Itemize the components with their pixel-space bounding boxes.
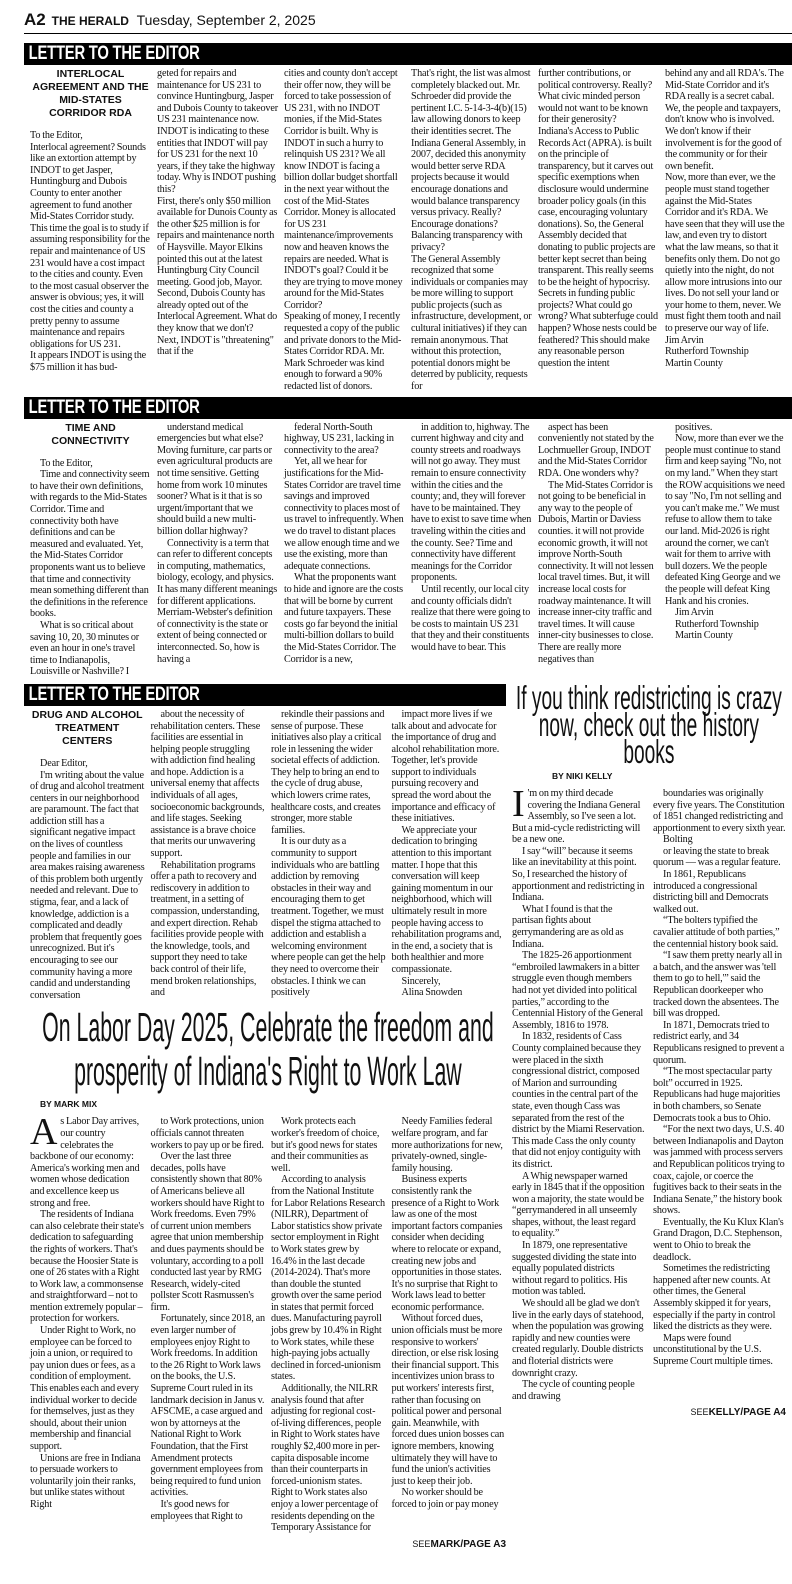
paragraph: In 1879, one representative suggested dividing the state into equally populated districts without regard to politics. His motion was tabled. [512,1240,637,1298]
paragraph: Until recently, our local city and county officials didn't realize that there were going to be costs to maintain US 231 that they and their constituents would have to bear. This [411,583,531,653]
paragraph: Second, Dubois County has already opted out of the Interlocal Agreement. What do they know that we don't? [157,288,278,335]
article-column [392,709,507,1001]
see-label: SEE [412,1538,431,1549]
paragraph: What I found is that the partisan fights about gerrymandering are as old as Indiana. [512,903,624,950]
paragraph: Fortunately, since 2018, an even larger number of employees enjoy Right to Work freedoms. In addition to the 26 Right to Work laws on the books, the U.S. Supreme Court ruled in its landmark decision in Janus v. AFSCME, a case argued and won by attorneys at the National Right to Work Foundation, that the First Amendment protects government employees from being required to fund union activities. [150,1313,265,1499]
article-column [653,788,786,1402]
paragraph: Bolting [663,834,693,846]
paragraph: Rutherford Township [675,618,759,630]
paragraph: understand medical emergencies but what else? Moving furniture, car parts or even agricultural products are not time sensitive. Getting home from work 10 minutes sooner? What is it that is so urgent/important that we should build a new multi-billion dollar highway? [157,421,273,537]
paragraph: Jim Arvin [665,334,704,346]
left-stack [24,684,506,1551]
paragraph: Now, more than ever, we the people must stand together against the Mid-States Corridor and it's RDA. We have seen that they will use the law, and even try to distort what the law means, so that it benefits only them. Do not go quietly into the night, do not allow more intrusions into our lives. Do not sell your land or your home to them, never. We must fight them tooth and nail to preserve our way of life. [665,172,785,335]
kelly-jump-link[interactable] [512,1406,786,1419]
letter-time-and-connectivity [24,419,786,682]
paragraph: impact more lives if we talk about and advocate for the importance of drug and alcohol rehabilitation more. Together, let's provide support to individuals pursuing recovery and spread the word about the importance and efficacy of these initiatives. [391,708,500,825]
bottom-area [24,678,786,1551]
paragraph [512,782,645,846]
paragraph: Indiana's Access to Public Records Act (APRA). is built on the principle of transparency, but it carves out specific exemptions when disclosure would undermine broader policy goals (in this case, encouraging voluntary donations). So, the General Assembly decided that donating to public projects are better kept secret than being transparent. This really seems to be the height of hypocrisy. Secrets in funding public projects? What could go wrong? What subterfuge could happen? Whose nests could be feathered? This should make any reasonable person question the intent [538,125,659,369]
article-column [30,709,145,1001]
kelly-byline: BY NIKI KELLY [552,770,613,781]
paragraph: aspect has been conveniently not stated by the Lochmueller Group, INDOT and the Mid-States Corridor RDA. One wonders why? [538,421,654,479]
see-label: SEE [690,1407,709,1418]
paragraph: I'm writing about the value of drug and alcohol treatment centers in our neighborhood are paramount. The fact that addiction still has a significant negative impact on the lives of countless people and families in our area makes raising awareness of this problem both urgently needed and relevant. Due to stigma, fear, and a lack of knowledge, addiction is a complicated and deadly problem that frequently goes unrecognized. But it's encouraging to see our community having a more candid and understanding conversation [30,769,145,1001]
paragraph: geted for repairs and maintenance for US 231 to convince Huntingburg, Jasper and Dubois County to takeover US 231 maintenance now. INDOT is indicating to these entities that INDOT will pay for US 231 for the next 10 years, if they take the highway today. Why is INDOT pushing this? [157,68,278,195]
paragraph: Now, more than ever we the people must continue to stand firm and keep saying "No, not on my land." When they start the ROW acquisitions we need to say "No, I'm not selling and you can't make me." We must refuse to allow them to take our land. Mid-2026 is right around the corner, we can't wait for them to arrive with bull dozers. We the people defeated King George and we the people will defeat King Hank and his cronies. [665,433,785,607]
paragraph: I say “will” because it seems like an inevitability at this point. So, I researched the history of apportionment and redistricting in Indiana. [512,845,645,904]
article-column [284,68,405,393]
article-column [665,422,786,678]
paragraph: Dear Editor, [40,757,88,769]
headline-text: On Labor Day 2025, Celebrate the freedom and prosperity of Indiana's Right to Work Law [42,1004,494,1095]
banner-text: LETTER TO THE EDITOR [28,396,200,418]
paragraph: Alina Snowden [401,987,463,999]
paragraph: federal North-South highway, US 231, lacking in connectivity to the area? [284,421,394,456]
paragraph: Eventually, the Ku Klux Klan's Grand Dragon, D.C. Stephenson, went to Ohio to break the deadlock. [653,1216,784,1263]
article-column [392,1116,507,1533]
paragraph: Under Right to Work, no employee can be forced to join a union, or required to pay union dues or fees, as a condition of employment. This enables each and every individual worker to decide for themselves, just as they should, about their union membership and financial support. [30,1325,139,1452]
paper-name: THE HERALD [51,14,129,28]
paragraph: behind any and all RDA's. The Mid-State Corridor and it's RDA really is a secret cabal. We, the people and taxpayers, don't know who is involved. We don't know if their involvement is for the good of the community or for their own benefit. [665,68,784,172]
mix-byline: BY MARK MIX [40,1099,97,1110]
article-column [30,422,151,678]
paragraph: further contributions, or political controversy. Really? What civic minded person would not want to be known for their generosity? [538,68,653,126]
kelly-article [512,782,786,1406]
paragraph: What is so critical about saving 10, 20, 30 minutes or even an hour in one's travel time to Indianapolis, Louisville or Nashville? I [30,619,140,678]
paragraph: No worker should be forced to join or pay money [391,1487,499,1510]
paragraph: positives. [675,421,713,433]
article-column [271,709,386,1001]
kelly-headline [512,678,786,770]
paragraph: The residents of Indiana can also celebrate their state's dedication to safeguarding the rights of workers. That's because the Hoosier State is one of 26 states with a Right to Work law, a commonsense and straightforward – not to mention extremely popular – protection for workers. [30,1209,144,1325]
paragraph: rekindle their passions and sense of purpose. These initiatives also play a critical role in lessening the wider societal effects of addiction. They help to bring an end to the cycle of drug abuse, which lowers crime rates, healthcare costs, and creates stronger, more stable families. [271,708,385,836]
article-column [151,709,266,1001]
paragraph: Rehabilitation programs offer a path to recovery and rediscovery in addition to treatment, in a setting of compassion, understanding, and expert direction. Rehab facilities provide people with the knowledge, tools, and support they need to take back control of their life, mend broken relationships, and [150,859,264,999]
article-column [157,422,278,678]
paragraph: We should all be glad we don't live in the early days of statehood, when the population was growing rapidly and new counties were created regularly. Double districts and floterial districts were downright crazy. [512,1298,644,1379]
paragraph: First, there's only $50 million available for Dunois County as the other $25 million is for repairs and maintenance north of Haysville. Mayor Elkins pointed this out at the latest Huntingburg City Council meeting. Good job, Mayor. [157,195,278,288]
letter-headline: DRUG AND ALCOHOL TREATMENT CENTERS [31,708,143,747]
paragraph: Rutherford Township [665,346,749,358]
paragraph: boundaries was originally every five years. The Constitution of 1851 changed redistricting and apportionment to every sixth year. [653,787,786,834]
paragraph: The General Assembly recognized that some individuals or companies may be more willing to support public projects (such as infrastructure, development, or cultural initiatives) if they can remain anonymous. That without this protection, potential donors might be deterred by publicity, requests for [411,253,532,393]
jump-target: MARK/PAGE A3 [430,1538,506,1550]
paragraph: According to analysis from the National Institute for Labor Relations Research (NILRR), Department of Labor statistics show private sector employment in Right to Work states grew by 16.4% in the last decade (2014-2024). That's more than double the stunted growth over the same period in states that permit forced dues. Manufacturing payroll jobs grew by 10.4% in Right to Work states, while these high-paying jobs actually declined in forced-unionism states. [271,1174,385,1383]
paragraph: It is our duty as a community to support individuals who are battling addiction by removing obstacles in their way and encouraging them to get treatment. Together, we must dispel the stigma attached to addiction and establish a welcoming environment where people can get the help they need to overcome their obstacles. I think we can positively [271,836,386,999]
paragraph: What the proponents want to hide and ignore are the costs that will be borne by current and future taxpayers. These costs go far beyond the initial multi-billion dollars to build the Mid-States Corridor. The Corridor is a new, [284,572,403,665]
letter-headline: INTERLOCAL AGREEMENT AND THE MID-STATES CORRIDOR RDA [32,68,149,119]
paragraph: Yet, all we hear for justifications for the Mid-States Corridor are travel time savings and improved connectivity to places most of us travel to infrequently. When we do travel to distant places we allow enough time and we use the existing, more than adequate connections. [284,456,404,572]
article-column [30,1111,145,1533]
masthead-rule [24,33,792,34]
paragraph: The cycle of counting people and drawing [512,1379,635,1402]
right-stack [512,678,786,1419]
mix-headline [30,1005,506,1093]
paragraph: The 1825-26 apportionment “embroiled lawmakers in a bitter struggle even though members had not yet divided into political parties,” according to the Centennial History of the General Assembly, 1816 to 1978. [512,950,644,1031]
paragraph: in addition to, highway. The current highway and city and county streets and roadways will not go away. They must remain to ensure connectivity within the cities and the county; and, they will forever have to be maintained. They have to exist to save time when traveling within the cities and the county. See? Time and connectivity have different meanings for the Corridor proponents. [411,421,532,584]
paragraph: Additionally, the NILRR analysis found that after adjusting for regional cost-of-living differences, people in Right to Work states have roughly $2,400 more in per-capita disposable income than their counterparts in forced-unionism states. Right to Work states also enjoy a lower percentage of residents depending on the Temporary Assistance for [271,1383,382,1534]
paragraph: Needy Families federal welfare program, and far more authorizations for new, privately-owned, single-family housing. [391,1116,503,1174]
masthead [24,10,786,31]
paragraph-text: 'm on my third decade covering the Indiana General Assembly, so I've seen a lot. But a mid-cycle redistricting will be a new one. [512,787,641,846]
article-column [151,1116,266,1533]
article-column [512,782,645,1402]
paragraph: Martin County [675,630,733,642]
article-column [538,422,659,678]
paragraph: Interlocal agreement? Sounds like an extortion attempt by INDOT to get Jasper, Huntingburg and Dubois County to enter another agreement to fund another Mid-States Corridor study. This time the goal is to study if assuming responsibility for the repair and maintenance of US 231 would have a cost impact to the cities and county. Even to the most casual observer the answer is obvious; yes, it will cost the cities and county a pretty penny to assume maintenance and repairs obligations for US 231. [30,141,150,350]
banner-text: LETTER TO THE EDITOR [28,683,200,705]
paragraph: Connectivity is a term that can refer to different concepts in computing, mathematics, biology, ecology, and physics. It has many different meanings for different applications. Merriam-Webster's definition of connectivity is the state or extent of being connected or interconnected. So, how is having a [157,537,278,665]
article-column [271,1116,386,1533]
paragraph: or leaving the state to break quorum — was a regular feature. [653,845,781,869]
paragraph: Business experts consistently rank the presence of a Right to Work law as one of the most important factors companies consider when deciding where to relocate or expand, creating new jobs and opportunities in those states. It's no surprise that Right to Work laws lead to better economic performance. [391,1174,503,1313]
paragraph: Maps were found unconstitutional by the U.S. Supreme Court multiple times. [653,1332,773,1367]
article-column [538,68,659,393]
paragraph: Over the last three decades, polls have consistently shown that 80% of Americans believe all workers should have Right to Work freedoms. Even 79% of current union members agree that union membership and dues payments should be voluntary, according to a poll conducted last year by RMG Research, widely-cited pollster Scott Rasmussen's firm. [150,1151,265,1313]
paragraph: Next, INDOT is "threatening" that if the [157,334,274,358]
drop-cap: I [512,782,525,825]
paragraph: To the Editor, [40,457,93,469]
article-column [30,68,151,393]
letter1-banner [24,43,792,65]
paragraph: In 1871, Democrats tried to redistrict early, and 34 Republicans resigned to prevent a quorum. [653,1019,785,1066]
banner-text: LETTER TO THE EDITOR [28,43,200,64]
paragraph: In 1832, residents of Cass County complained because they were placed in the sixth congressional district, composed of Marion and surrounding counties in the central part of the state, even though Cass was separated from the rest of the district by the Miami Reservation. This made Cass the only county that did not enjoy contiguity with its district. [512,1031,645,1170]
issue-date: Tuesday, September 2, 2025 [136,12,316,28]
paragraph: Jim Arvin [675,607,714,619]
paragraph: We appreciate your dedication to bringing attention to this important matter. I hope that this conversation will keep gaining momentum in our neighborhood, which will ultimately result in more people having access to rehabilitation programs and, in the end, a society that is both healthier and more compassionate. [391,824,502,975]
paragraph: That's right, the list was almost completely blacked out. Mr. Schroeder did provide the pertinent I.C. 5-14-3-4(b)(15) law allowing donors to keep their identities secret. The Indiana General Assembly, in 2007, decided this anonymity would better serve RDA projects because it would encourage donations and would balance transparency versus privacy. Really? Encourage donations? Balancing transparency with privacy? [411,68,531,253]
letter-interlocal-agreement [24,65,786,397]
article-column [157,68,278,393]
paragraph: The Mid-States Corridor is not going to be beneficial in any way to the people of Dubois, Martin or Daviess counties. it will not provide economic growth, it will not improve North-South connectivity. It will not lessen local travel times. But, it will increase local costs for roadway maintenance. It will increase inner-city traffic and travel times. It will cause inner-city businesses to close. There are really more negatives than [538,479,654,665]
paragraph: In 1861, Republicans introduced a congressional districting bill and Democrats walked out. [653,869,769,915]
article-column [411,68,532,393]
paragraph: It's good news for employees that Right to [150,1498,243,1522]
paragraph-text: s Labor Day arrives, our country celebrates the backbone of our economy: America's working men and women whose dedication and excellence keep us strong and free. [30,1116,140,1209]
paragraph: cities and county don't accept their offer now, they will be forced to take possession of US 231, with no INDOT monies, if the Mid-States Corridor is built. Why is INDOT in such a hurry to relinquish US 231? We all know INDOT is facing a billion dollar budget shortfall in the next year without the cost of the Mid-States Corridor. Money is allocated for US 231 maintenance/improvements now and heaven knows the repairs are needed. What is INDOT's goal? Could it be they are trying to move money around for the Mid-States Corridor? [284,68,403,311]
paragraph: “The bolters typified the cavalier attitude of both parties,” the centennial history book said. [653,915,780,950]
jump-target: KELLY/PAGE A4 [708,1407,786,1419]
letter2-banner [24,397,792,419]
letter-treatment-centers [24,706,506,1005]
paragraph: Time and connectivity seem to have their own definitions, with regards to the Mid-States Corridor. Time and connectivity both have definitions and can be measured and evaluated. Yet, the Mid-States Corridor proponents want us to believe that time and connectivity mean something different than the definitions in the reference books. [30,469,150,620]
paragraph: Sometimes the redistricting happened after new counts. At other times, the General Assembly skipped it for years, especially if the party in control liked the districts as they were. [653,1263,776,1333]
letter-headline: TIME AND CONNECTIVITY [51,421,130,447]
headline-text: If you think redistricting is crazy now, check out the history books [515,678,782,770]
mix-jump-link[interactable] [24,1538,506,1551]
paragraph: It appears INDOT is using the $75 million it has bud- [30,350,147,373]
paragraph: Unions are free in Indiana to persuade workers to voluntarily join their ranks, but unlike states without Right [30,1452,141,1510]
paragraph: “I saw them pretty nearly all in a batch, and the answer was 'tell them to go to hell,'” said the Republican doorkeeper who tracked down the absentees. The bill was dropped. [653,950,782,1020]
paragraph: “The most spectacular party bolt” occurred in 1925. Republicans had huge majorities in both chambers, so Senate Democrats took a bus to Ohio. [653,1066,781,1124]
article-column [411,422,532,678]
mix-article [24,1113,506,1537]
article-column [284,422,405,678]
page-number: A2 [24,10,46,29]
paragraph [30,1111,145,1209]
paragraph: to Work protections, union officials cannot threaten workers to pay up or be fired. [150,1116,264,1151]
paragraph: “For the next two days, U.S. 40 between Indianapolis and Dayton was jammed with process servers and Republican politicos trying to coax, cajole, or coerce the fugitives back to their seats in the Indiana Senate,” the history book shows. [653,1124,785,1217]
paragraph: To the Editor, [30,130,83,141]
paragraph: A Whig newspaper warned early in 1845 that if the opposition won a majority, the state would be “gerrymandered in all unseemly shapes, without, the least regard to equality.” [512,1170,645,1240]
paragraph: Martin County [665,357,723,369]
drop-cap: A [30,1111,58,1154]
paragraph: Speaking of money, I recently requested a copy of the public and private donors to the Mid-States Corridor RDA. Mr. Mark Schroeder was kind enough to forward a 90% redacted list of donors. [284,311,402,393]
paragraph: Work protects each worker's freedom of choice, but it's good news for states and their communities as well. [271,1116,380,1174]
article-column [665,68,786,393]
paragraph: Sincerely, [401,975,441,987]
paragraph: about the necessity of rehabilitation centers. These facilities are essential in helping people struggling with addiction find healing and hope. Addiction is a universal enemy that affects individuals of all ages, socioeconomic backgrounds, and life stages. Seeking assistance is a brave choice that merits our unwavering support. [150,708,265,860]
letter3-banner [24,684,506,706]
paragraph: Without forced dues, union officials must be more responsive to workers' direction, or else risk losing their financial support. This incentivizes union brass to put workers' interests first, rather than focusing on political power and personal gain. Meanwhile, with forced dues union bosses can ignore members, knowing ultimately they will have to fund the union's activities just to keep their job. [391,1313,505,1487]
